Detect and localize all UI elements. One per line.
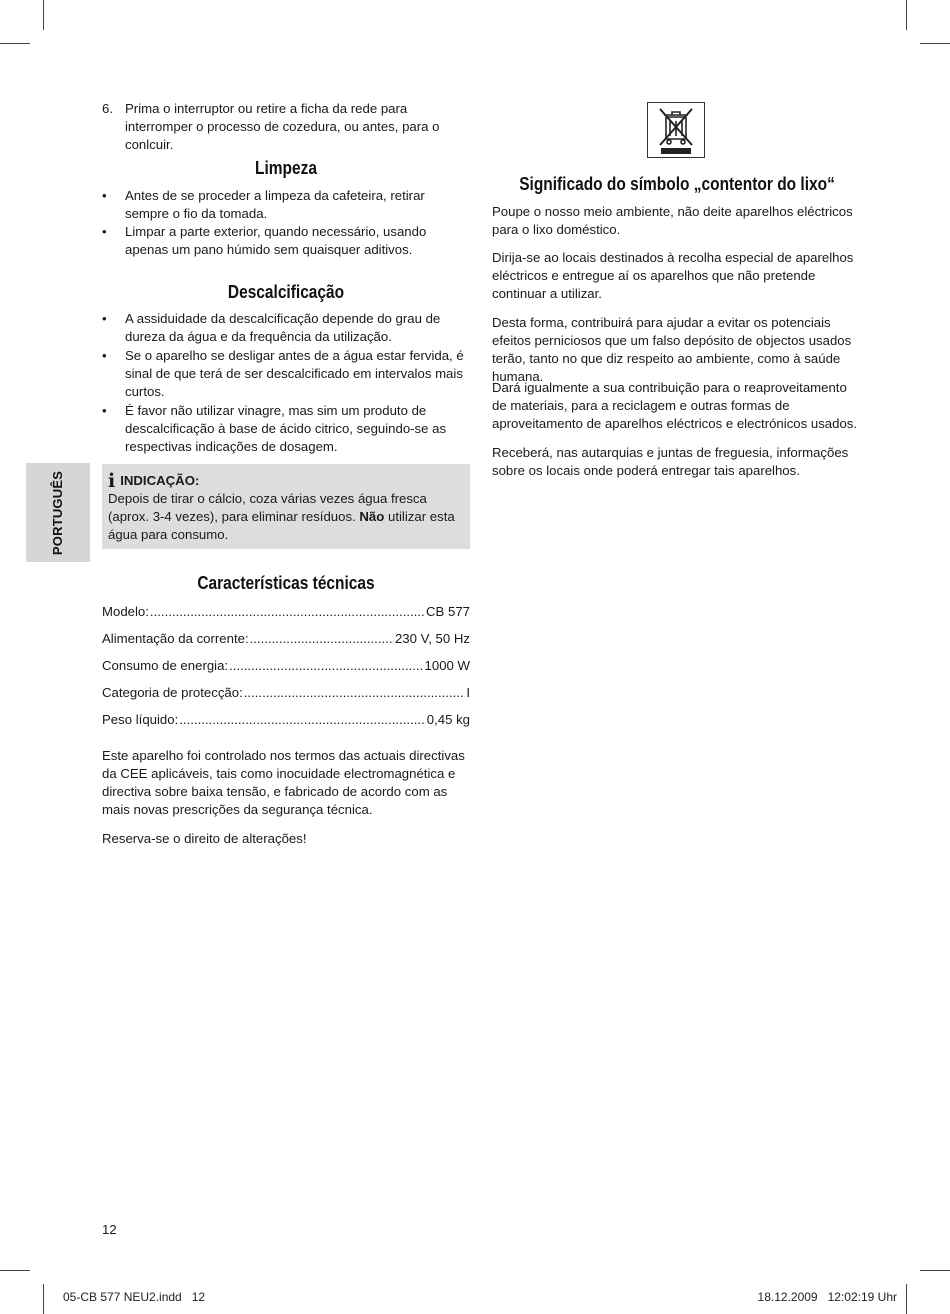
info-icon: i: [108, 470, 116, 492]
note-text: Depois de tirar o cálcio, coza várias vezes água fresca (aprox. 3-4 vezes), para eliminar resíduos. Não utilizar esta água para consumo.: [108, 491, 455, 542]
spec-row: Modelo: ..... CB 577: [102, 603, 470, 621]
step-text: Prima o interruptor ou retire a ficha da rede para interromper o processo de cozedura, ou antes, para o conlcuir.: [125, 101, 440, 152]
right-paragraph: Dará igualmente a sua contribuição para o reaproveitamento de materiais, para a reciclagem e outras formas de aproveitamento de aparelhos eléctricos e electrónicos usados.: [492, 380, 858, 431]
crop-mark: [0, 43, 30, 44]
leader-dots: [250, 630, 394, 648]
crop-mark: [43, 0, 44, 30]
right-paragraph: Receberá, nas autarquias e juntas de freguesia, informações sobre os locais onde poderá entregar tais aparelhos.: [492, 445, 849, 478]
bullet-icon: •: [102, 224, 107, 239]
right-paragraph: Desta forma, contribuirá para ajudar a evitar os potenciais efeitos perniciosos que um falso depósito de objectos usados terão, tanto no que diz respeito ao ambiente, como à saúde humana.: [492, 315, 852, 384]
heading-limpeza: Limpeza: [255, 158, 317, 178]
leader-dots: [150, 603, 425, 621]
bullet-icon: •: [102, 348, 107, 363]
right-paragraph: Poupe o nosso meio ambiente, não deite aparelhos eléctricos para o lixo doméstico.: [492, 204, 853, 237]
crop-mark: [906, 1284, 907, 1314]
note-label: INDICAÇÃO:: [120, 473, 200, 488]
list-item: • Se o aparelho se desligar antes de a água estar fervida, é sinal de que terá de ser descalcificado em intervalos mais curtos.: [102, 348, 464, 399]
crossed-wheelie-bin-icon: [647, 102, 705, 158]
language-tab: [26, 463, 90, 562]
spec-row: Categoria de protecção: ..... I: [102, 684, 470, 702]
page-number: 12: [102, 1222, 117, 1237]
heading-symbol-meaning: Significado do símbolo „contentor do lixo“: [519, 174, 835, 194]
language-label: PORTUGUÊS: [50, 470, 65, 555]
footer-timestamp: 18.12.2009 12:02:19 Uhr: [757, 1290, 897, 1304]
bullet-icon: •: [102, 188, 107, 203]
reserve-paragraph: Reserva-se o direito de alterações!: [102, 831, 307, 846]
list-item: • É favor não utilizar vinagre, mas sim um produto de descalcificação à base de ácido citrico, seguindo-se as respectivas indicações de dosagem.: [102, 403, 447, 454]
crop-mark: [43, 1284, 44, 1314]
step-number: 6.: [102, 101, 113, 116]
directive-paragraph: Este aparelho foi controlado nos termos das actuais directivas da CEE aplicáveis, tais como inocuidade electromagnética e directiva sobre baixa tensão, e fabricado de acordo com as mais novas prescrições da segurança técnica.: [102, 748, 465, 817]
bullet-icon: •: [102, 311, 107, 326]
crop-mark: [920, 1270, 950, 1271]
right-paragraph: Dirija-se ao locais destinados à recolha especial de aparelhos eléctricos e entregue aí os aparelhos que não pretende continuar a utilizar.: [492, 250, 854, 301]
crop-mark: [0, 1270, 30, 1271]
leader-dots: [179, 711, 425, 729]
heading-specs: Características técnicas: [197, 573, 375, 593]
bullet-icon: •: [102, 403, 107, 418]
leader-dots: [244, 684, 466, 702]
spec-row: Consumo de energia: ..... 1000 W: [102, 657, 470, 675]
heading-descalcificacao: Descalcificação: [227, 282, 345, 302]
crop-mark: [906, 0, 907, 30]
spec-row: Alimentação da corrente: ..... 230 V, 50 Hz: [102, 630, 470, 648]
crop-mark: [920, 43, 950, 44]
step-6: [102, 100, 472, 154]
note-box: [102, 464, 470, 549]
list-item: • Antes de se proceder a limpeza da cafeteira, retirar sempre o fio da tomada.: [102, 188, 425, 221]
leader-dots: [229, 657, 423, 675]
list-item: • Limpar a parte exterior, quando necessário, usando apenas um pano húmido sem quaisquer aditivos.: [102, 224, 427, 257]
note-heading: [108, 472, 464, 490]
spec-row: Peso líquido: ..... 0,45 kg: [102, 711, 470, 729]
list-item: • A assiduidade da descalcificação depende do grau de dureza da água e da frequência da utilização.: [102, 311, 441, 344]
footer-file: 05-CB 577 NEU2.indd 12: [63, 1290, 206, 1304]
